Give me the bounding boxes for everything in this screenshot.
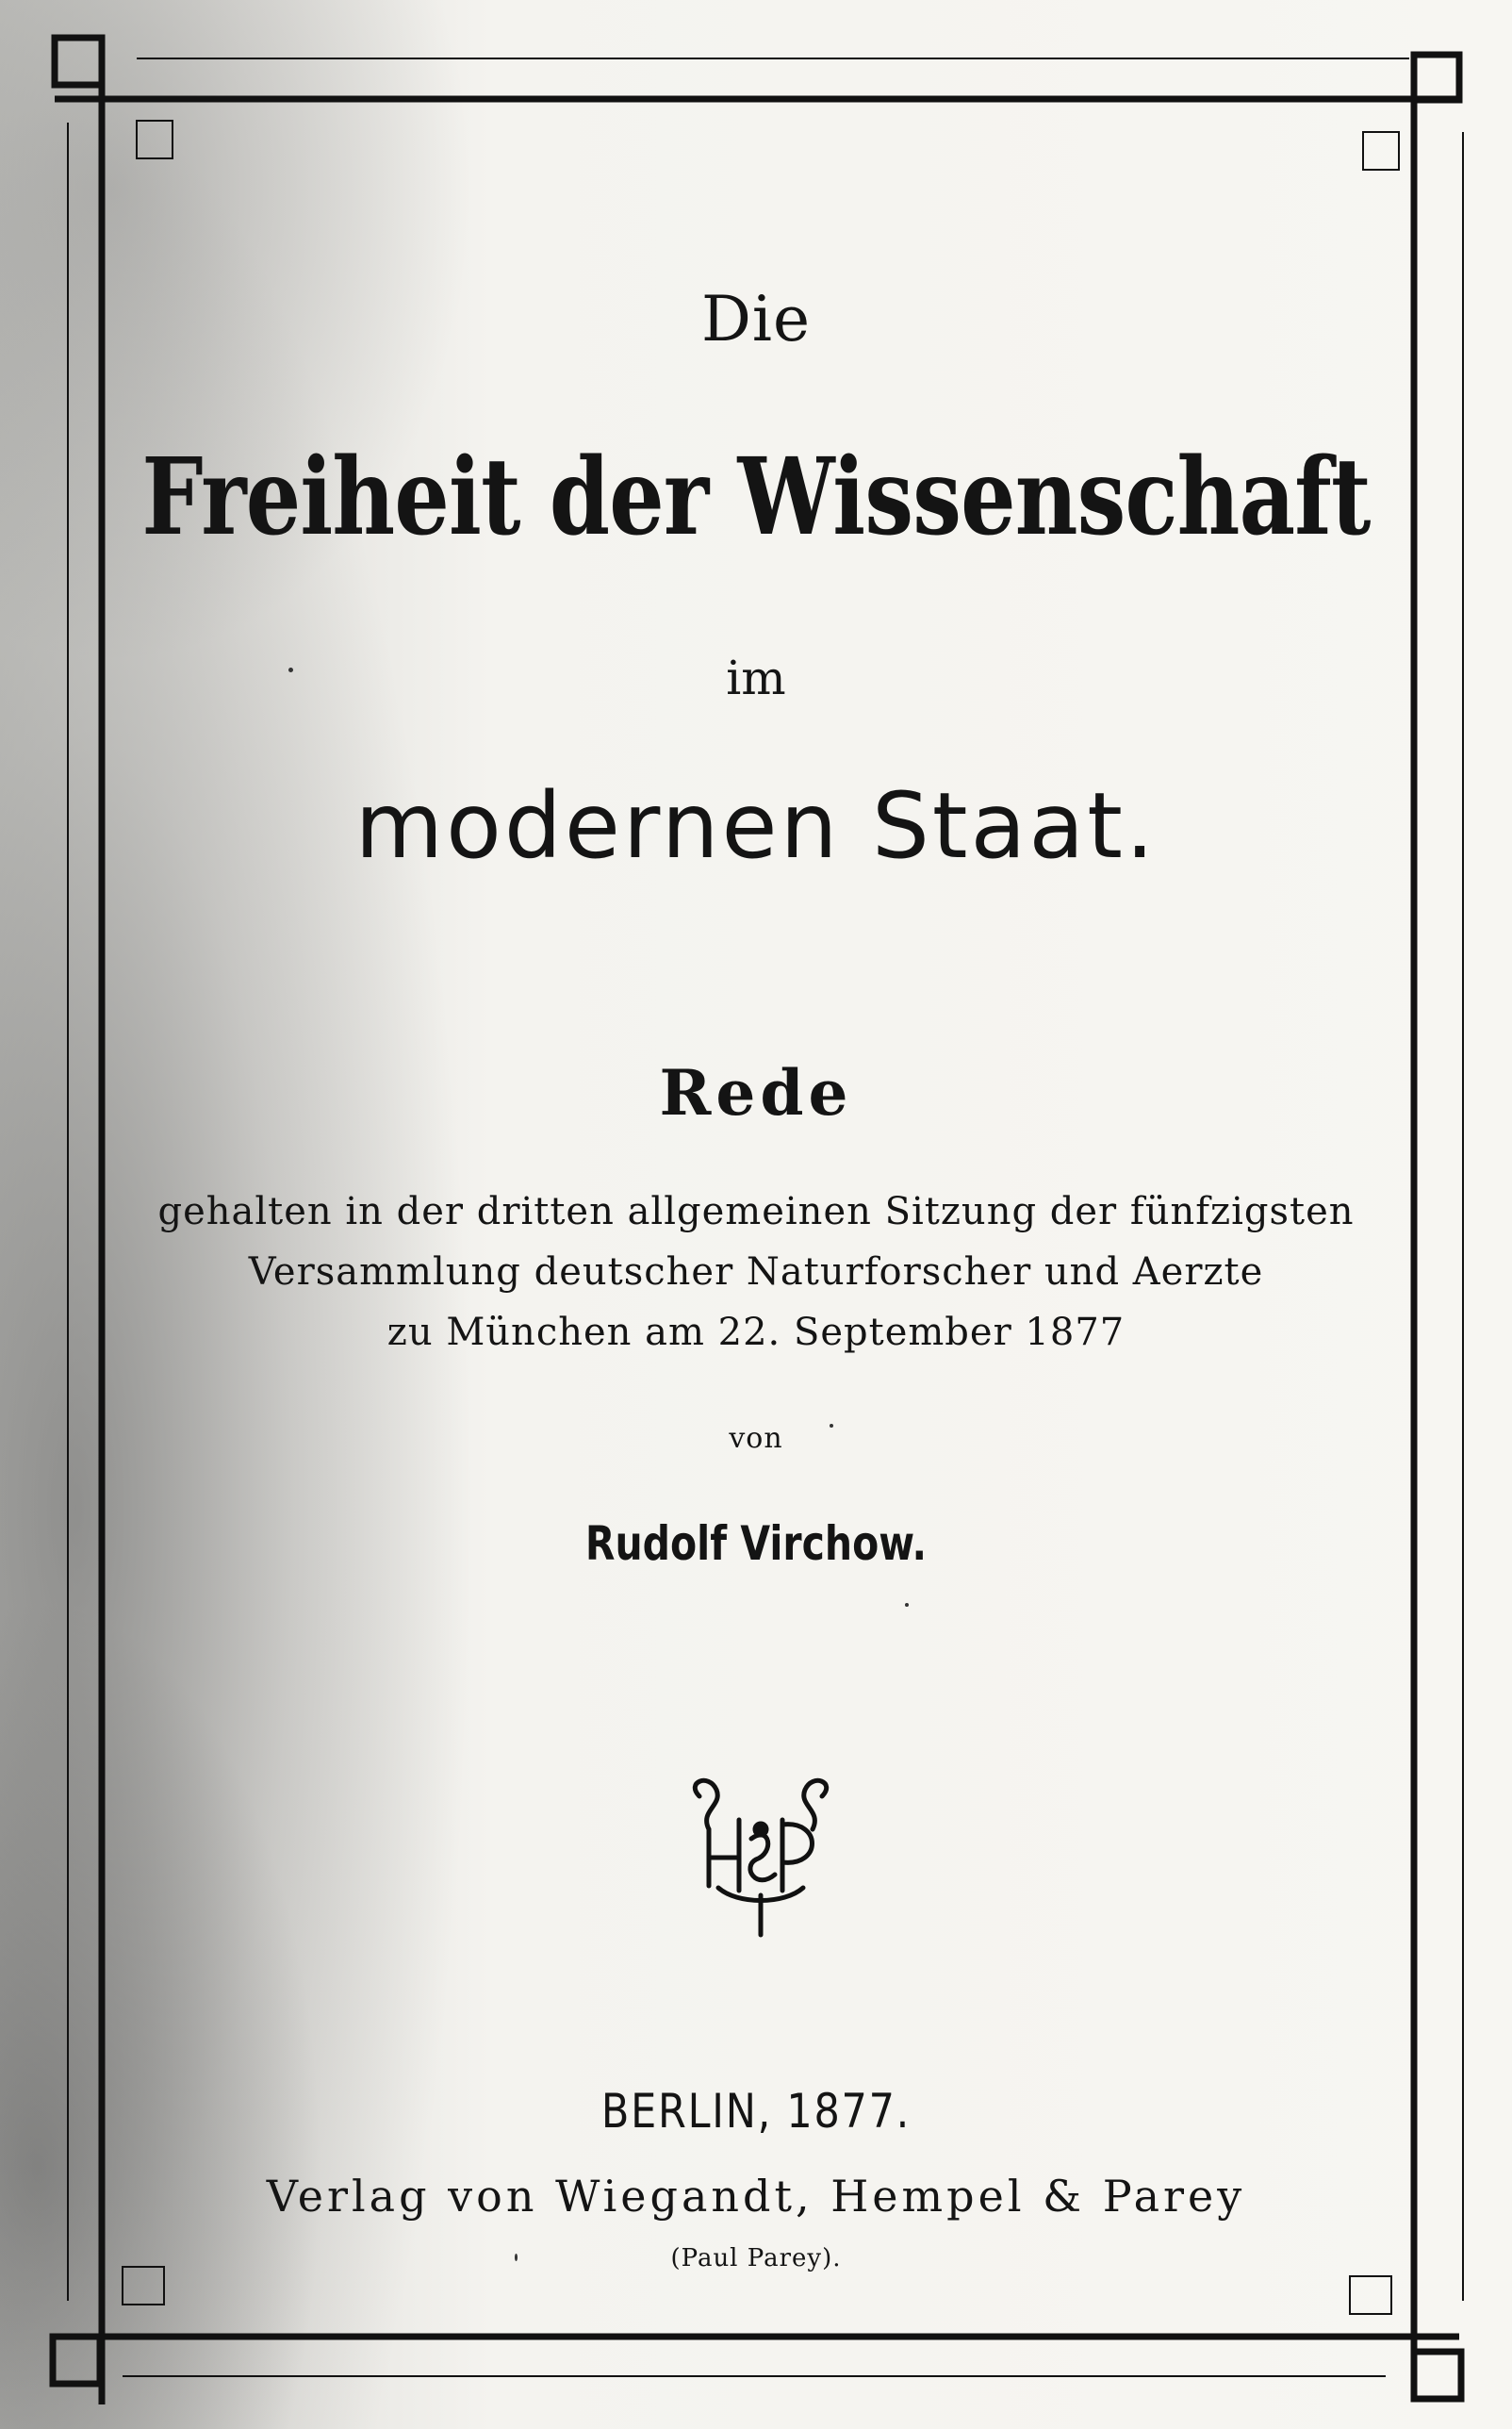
occasion-line-3: zu München am 22. September 1877 bbox=[386, 1311, 1126, 1354]
occasion-line-1: gehalten in der dritten allgemeinen Sitzung der fünfzigsten bbox=[157, 1190, 1355, 1233]
main-title: Freiheit der Wissenschaft bbox=[141, 436, 1371, 559]
publisher-name: Verlag von Wiegandt, Hempel & Parey bbox=[266, 2171, 1246, 2222]
byline-prefix: von bbox=[729, 1422, 783, 1455]
occasion-line-2: Versammlung deutscher Naturforscher und Aerzte bbox=[248, 1250, 1264, 1294]
scan-speck bbox=[288, 668, 293, 672]
imprint-city-year: BERLIN, 1877. bbox=[600, 2084, 912, 2139]
publisher-monogram-icon bbox=[681, 1773, 841, 1942]
subtitle: modernen Staat. bbox=[354, 773, 1158, 879]
genre-label: Rede bbox=[659, 1056, 853, 1130]
title-preposition: im bbox=[726, 651, 786, 705]
title-article: Die bbox=[700, 283, 812, 355]
author-name: Rudolf Virchow. bbox=[584, 1516, 928, 1571]
scan-speck bbox=[515, 2254, 518, 2261]
publisher-note: (Paul Parey). bbox=[670, 2244, 842, 2272]
scan-speck bbox=[905, 1603, 909, 1607]
scan-speck bbox=[830, 1424, 833, 1428]
